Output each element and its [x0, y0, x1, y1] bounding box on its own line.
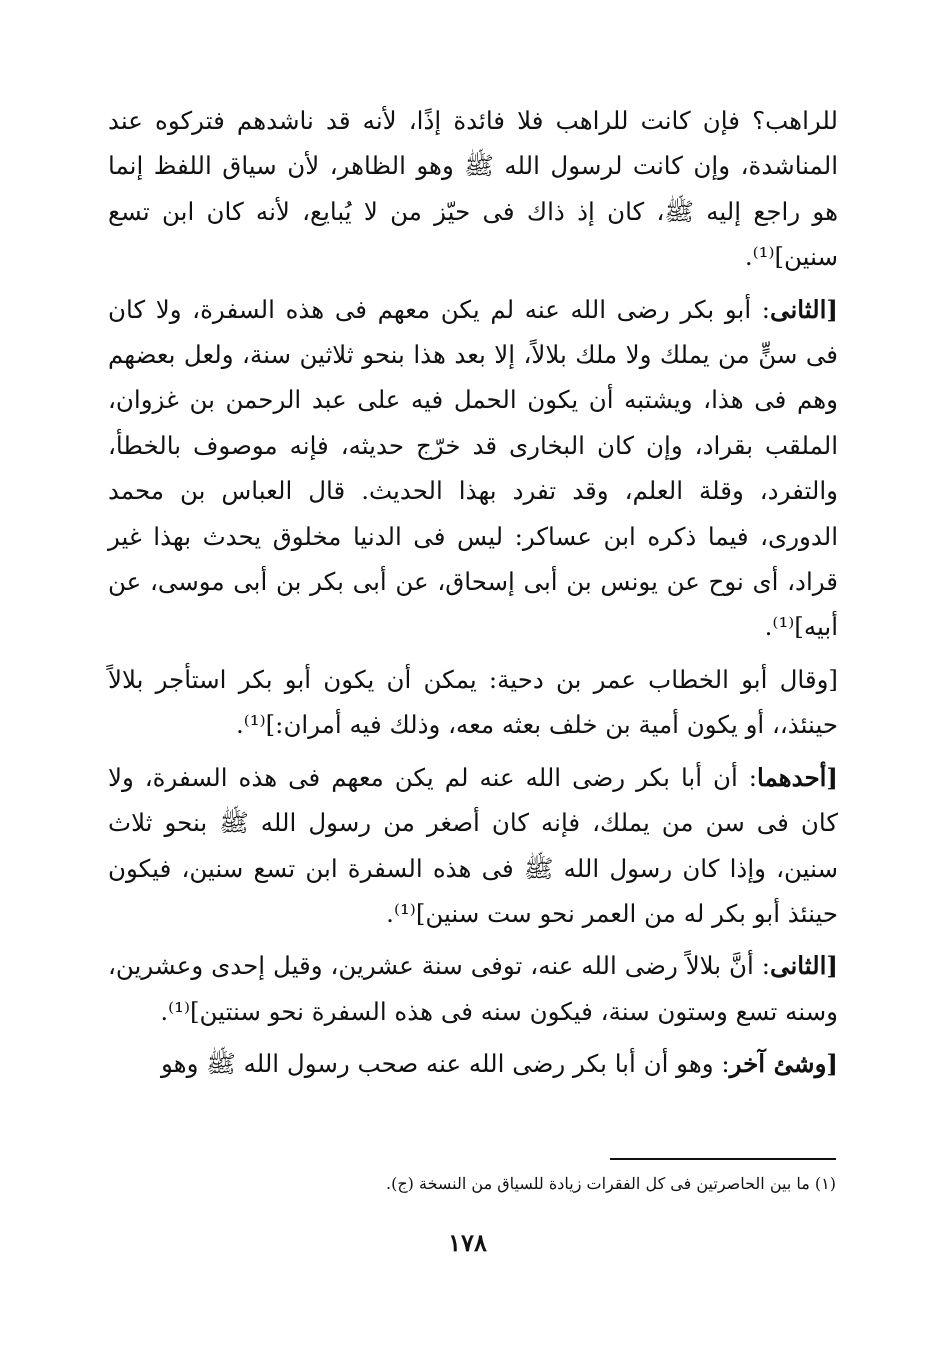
- paragraph-heading: [أحدهما: [757, 762, 838, 792]
- paragraph: [108, 657, 838, 748]
- footnote: (١) ما بين الحاصرتين فى كل الفقرات زيادة للسياق من النسخة (ج).: [386, 1174, 836, 1193]
- paragraph-text: : أنَّ بلالاً رضى الله عنه، توفى سنة عشرين، وقيل إحدى وعشرين، وسنه تسع وستون سنة، فيكون سنه فى هذه السفرة نحو سنتين]⁽¹⁾.: [108, 951, 838, 1026]
- paragraph-text: : أن أبا بكر رضى الله عنه لم يكن معهم فى هذه السفرة، ولا كان فى سن من يملك، فإنه كان أصغر من رسول الله ﷺ بنحو ثلاث سنين، وإذا كان رسول الله ﷺ فى هذه السفرة ابن تسع سنين، فيكون حينئذ أبو بكر له من العمر نحو ست سنين]⁽¹⁾.: [108, 762, 838, 928]
- paragraph-text: : أبو بكر رضى الله عنه لم يكن معهم فى هذه السفرة، ولا كان فى سنٍّ من يملك ولا ملك بلالاً، إلا بعد هذا بنحو ثلاثين سنة، ولعل بعضهم وهم فى هذا، ويشتبه أن يكون الحمل فيه على عبد الرحمن بن غزوان، الملقب بقراد، وإن كان البخارى قد خرّج حديثه، فإنه موصوف بالخطأ، والتفرد، وقلة العلم، وقد تفرد بهذا الحديث. قال العباس بن محمد الدورى، فيما ذكره ابن عساكر: ليس فى الدنيا مخلوق يحدث بهذا غير قراد، أى نوح عن يونس بن أبى إسحاق، عن أبى بكر بن أبى موسى، عن أبيه]⁽¹⁾.: [108, 294, 838, 642]
- paragraph: [108, 943, 838, 1034]
- main-text: [108, 98, 838, 1094]
- page-number: ١٧٨: [448, 1228, 487, 1257]
- paragraph-heading: [وشئ آخر: [729, 1049, 838, 1079]
- footnote-divider: [610, 1158, 836, 1160]
- paragraph-text: للراهب؟ فإن كانت للراهب فلا فائدة إذًا، لأنه قد ناشدهم فتركوه عند المناشدة، وإن كانت لرسول الله ﷺ وهو الظاهر، لأن سياق اللفظ إنما هو راجع إليه ﷺ، كان إذ ذاك فى حيّز من لا يُبايع، لأنه كان ابن تسع سنين]⁽¹⁾.: [108, 106, 838, 272]
- paragraph-text: : وهو أن أبا بكر رضى الله عنه صحب رسول الله ﷺ وهو: [161, 1049, 730, 1079]
- paragraph-text: [وقال أبو الخطاب عمر بن دحية: يمكن أن يكون أبو بكر استأجر بلالاً حينئذ،، أو يكون أمية بن خلف بعثه معه، وذلك فيه أمران:]⁽¹⁾.: [108, 664, 838, 740]
- paragraph: [108, 1041, 838, 1086]
- paragraph: [108, 755, 838, 937]
- paragraph-heading: [الثانى: [770, 294, 838, 324]
- paragraph: [108, 98, 838, 280]
- paragraph: [108, 287, 838, 650]
- paragraph-heading: [الثانى: [770, 951, 838, 981]
